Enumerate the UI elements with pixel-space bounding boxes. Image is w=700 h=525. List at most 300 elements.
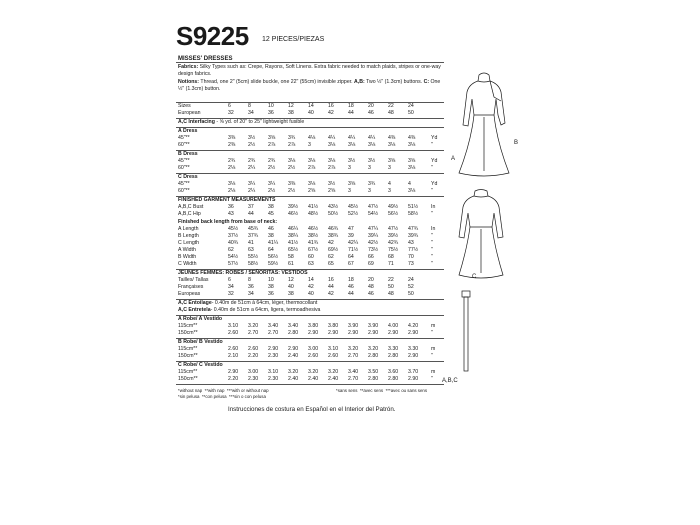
table-cell: 3.80 <box>308 323 319 329</box>
table-cell: 63 <box>248 247 254 253</box>
notions-text: Notions: Thread, one 2" (5cm) slide buckle, one 22" (55cm) invisible zipper. A,B: Two ½" (1.3cm) buttons. C: One ½" (1.3cm) button. <box>178 79 441 92</box>
table-cell: 47¾ <box>408 226 419 232</box>
table-cell: 3⅛ <box>388 142 396 148</box>
table-cell: 46¾ <box>328 226 339 232</box>
table-cell: 2⅝ <box>308 188 316 194</box>
unit-label: m <box>431 369 436 375</box>
row-label: A Width <box>178 247 196 253</box>
row-label: B Width <box>178 254 197 260</box>
table-cell: 42 <box>328 110 334 116</box>
table-cell: 44 <box>248 211 254 217</box>
table-cell: 2.60 <box>228 330 239 336</box>
table-cell: 3.10 <box>268 369 279 375</box>
row-label: 115cm** <box>178 369 198 375</box>
table-cell: 16 <box>328 277 334 283</box>
unit-label: " <box>431 165 433 171</box>
interfacing-text: A,C Interfacing - ⅝ yd. of 20" to 25" lightweight fusible <box>178 119 305 125</box>
b-dress-row <box>176 165 444 172</box>
unit-label: " <box>431 254 433 260</box>
table-cell: 12 <box>288 277 294 283</box>
table-cell: 8 <box>248 103 251 109</box>
table-cell: 3.20 <box>348 346 359 352</box>
table-cell: 3.20 <box>248 323 259 329</box>
table-cell: 2½ <box>248 142 256 148</box>
row-label: 150cm** <box>178 353 198 359</box>
table-cell: 2¾ <box>248 158 256 164</box>
legend-line-fr: *sans sens **avec sens ***avec ou sans sens <box>336 388 428 393</box>
table-cell: 3⅛ <box>408 142 416 148</box>
table-cell: 3.40 <box>268 323 279 329</box>
table-cell: 44 <box>328 284 334 290</box>
table-cell: 2.80 <box>388 376 399 382</box>
table-cell: 3½ <box>348 158 356 164</box>
table-cell: 3½ <box>328 181 336 187</box>
table-cell: 34 <box>228 284 234 290</box>
table-cell: 2.80 <box>288 330 299 336</box>
table-cell: 39¼ <box>368 233 379 239</box>
table-cell: 47½ <box>388 226 399 232</box>
table-cell: 56½ <box>268 254 279 260</box>
table-cell: 40 <box>288 284 294 290</box>
a-dress-title: A Dress <box>178 128 198 134</box>
table-cell: 39¾ <box>408 233 419 239</box>
table-cell: 38¾ <box>328 233 339 239</box>
table-cell: 3.50 <box>368 369 379 375</box>
table-cell: 3⅝ <box>268 135 276 141</box>
row-label: 60"** <box>178 188 190 194</box>
table-cell: 2.40 <box>288 376 299 382</box>
figure-c-label: C <box>472 274 477 280</box>
table-cell: 61 <box>288 261 294 267</box>
c-robe-row <box>176 369 444 376</box>
table-cell: 3 <box>388 188 391 194</box>
unit-label: " <box>431 240 433 246</box>
table-cell: 12 <box>288 103 294 109</box>
divider <box>176 384 444 385</box>
row-label: 45"** <box>178 135 190 141</box>
b-robe-title: B Robe/ B Vestido <box>178 339 223 345</box>
table-cell: 3.20 <box>308 369 319 375</box>
table-cell: 2.90 <box>328 330 339 336</box>
table-cell: 42¼ <box>348 240 359 246</box>
figure-a-label: A <box>451 156 456 162</box>
table-cell: 41¾ <box>308 240 319 246</box>
table-cell: 37 <box>248 204 254 210</box>
table-cell: 46 <box>368 291 374 297</box>
table-cell: 2⅞ <box>268 142 276 148</box>
table-cell: 63 <box>308 261 314 267</box>
pattern-subtitle: MISSES' DRESSES <box>178 56 233 62</box>
table-cell: 48 <box>388 291 394 297</box>
table-cell: 46½ <box>288 211 299 217</box>
table-cell: 2.80 <box>368 353 379 359</box>
table-cell: 40¾ <box>228 240 239 246</box>
table-cell: 75½ <box>388 247 399 253</box>
table-cell: 44 <box>348 291 354 297</box>
table-cell: 2¾ <box>228 158 236 164</box>
table-cell: 38 <box>268 284 274 290</box>
table-cell: 3⅛ <box>408 188 416 194</box>
row-label: A,B,C Hip <box>178 211 201 217</box>
table-cell: 2.90 <box>408 353 419 359</box>
table-cell: 22 <box>388 103 394 109</box>
table-cell: 6 <box>228 103 231 109</box>
table-cell: 3.00 <box>248 369 259 375</box>
table-cell: 2.80 <box>368 376 379 382</box>
row-label: A,B,C Bust <box>178 204 204 210</box>
table-cell: 45½ <box>228 226 239 232</box>
table-cell: 3.30 <box>388 346 399 352</box>
table-cell: 50 <box>408 291 414 297</box>
table-cell: 48½ <box>308 211 319 217</box>
table-cell: 58½ <box>408 211 419 217</box>
table-cell: 42¾ <box>388 240 399 246</box>
table-cell: 2.60 <box>308 353 319 359</box>
table-cell: 2.90 <box>368 330 379 336</box>
table-cell: 38 <box>288 110 294 116</box>
pattern-code: S9225 <box>176 21 249 51</box>
table-cell: 40 <box>308 291 314 297</box>
table-cell: 46¼ <box>288 226 299 232</box>
table-cell: 14 <box>308 103 314 109</box>
european-row <box>176 110 444 117</box>
table-cell: 4⅜ <box>408 135 416 141</box>
unit-label: m <box>431 346 436 352</box>
table-cell: 3⅛ <box>408 165 416 171</box>
table-cell: 3 <box>348 165 351 171</box>
table-cell: 2.60 <box>248 346 259 352</box>
table-cell: 42½ <box>368 240 379 246</box>
table-cell: 3.20 <box>328 369 339 375</box>
table-cell: 54½ <box>228 254 239 260</box>
table-cell: 77½ <box>408 247 419 253</box>
table-cell: 3⅛ <box>228 181 236 187</box>
fabrics-text: Fabrics: Silky Types such as: Crepe, Rayons, Soft Linens. Extra fabric needed to match plaids, stripes or one-way design fabrics. <box>178 64 441 77</box>
table-cell: 4¼ <box>328 135 336 141</box>
a-robe-row <box>176 330 444 337</box>
table-cell: 38 <box>268 233 274 239</box>
table-cell: 3 <box>348 188 351 194</box>
table-cell: 36 <box>248 284 254 290</box>
table-cell: 3¾ <box>368 181 376 187</box>
table-cell: 2.90 <box>288 346 299 352</box>
table-cell: 32 <box>228 110 234 116</box>
table-cell: 18 <box>348 103 354 109</box>
table-cell: 2½ <box>288 165 296 171</box>
table-cell: 60 <box>308 254 314 260</box>
table-cell: 2.30 <box>268 353 279 359</box>
row-label: 115cm** <box>178 323 198 329</box>
table-cell: 3⅝ <box>408 158 416 164</box>
table-cell: 62 <box>328 254 334 260</box>
table-cell: 3.60 <box>388 369 399 375</box>
row-label: 45"** <box>178 181 190 187</box>
row-label: 60"** <box>178 165 190 171</box>
row-label: European <box>178 110 201 116</box>
table-cell: 24 <box>408 103 414 109</box>
table-cell: 3.90 <box>368 323 379 329</box>
table-cell: 2.90 <box>388 330 399 336</box>
figure-b-label: B <box>514 140 519 146</box>
table-cell: 41½ <box>288 240 299 246</box>
unit-label: Yd <box>431 158 438 164</box>
c-robe-title: C Robe/ C Vestido <box>178 362 223 368</box>
table-cell: 2⅞ <box>308 165 316 171</box>
table-cell: 36 <box>228 204 234 210</box>
table-cell: 2.10 <box>228 353 239 359</box>
legend-line-es: *sin pelusa **con pelusa ***sin o con pelusa <box>178 394 266 399</box>
table-cell: 3.00 <box>308 346 319 352</box>
table-cell: 47¼ <box>368 226 379 232</box>
unit-label: In <box>431 204 436 210</box>
table-cell: 2¼ <box>248 188 256 194</box>
table-cell: 37½ <box>228 233 239 239</box>
table-cell: 3 <box>368 165 371 171</box>
table-cell: 3 <box>368 188 371 194</box>
table-cell: 2½ <box>288 188 296 194</box>
table-cell: 45¾ <box>248 226 259 232</box>
table-cell: 65 <box>328 261 334 267</box>
b-dress-title: B Dress <box>178 151 198 157</box>
table-cell: 47 <box>348 226 354 232</box>
tailles-row <box>176 277 444 284</box>
table-cell: 43½ <box>328 204 339 210</box>
finished-row <box>176 204 444 211</box>
table-cell: 50 <box>408 110 414 116</box>
finished-title: FINISHED GARMENT MEASUREMENTS <box>178 197 276 203</box>
row-label: 45"** <box>178 158 190 164</box>
table-cell: 3.40 <box>288 323 299 329</box>
table-cell: 69½ <box>328 247 339 253</box>
unit-label: " <box>431 142 433 148</box>
row-label: 115cm** <box>178 346 198 352</box>
table-cell: 68 <box>388 254 394 260</box>
back-length-title: Finished back length from base of neck: <box>178 219 278 225</box>
table-cell: 70 <box>408 254 414 260</box>
table-cell: 40 <box>308 110 314 116</box>
table-cell: 2.60 <box>328 353 339 359</box>
table-cell: 24 <box>408 277 414 283</box>
b-robe-row <box>176 353 444 360</box>
table-cell: 3⅛ <box>328 142 336 148</box>
table-cell: 41 <box>248 240 254 246</box>
table-cell: 36 <box>268 291 274 297</box>
table-cell: 2.20 <box>228 376 239 382</box>
table-cell: 3.90 <box>348 323 359 329</box>
back-length-row <box>176 226 444 233</box>
table-cell: 56½ <box>388 211 399 217</box>
table-cell: 2⅞ <box>288 142 296 148</box>
entretela-text: A,C Entretela- 0.40m de 51cm a 64cm, ligera, termoadhesiva <box>178 307 321 313</box>
table-cell: 2.20 <box>248 353 259 359</box>
table-cell: 3⅛ <box>308 158 316 164</box>
table-cell: 42 <box>328 240 334 246</box>
table-cell: 16 <box>328 103 334 109</box>
divider <box>176 173 444 174</box>
table-cell: 3⅜ <box>288 181 296 187</box>
table-cell: 4.00 <box>388 323 399 329</box>
table-cell: 69 <box>368 261 374 267</box>
table-cell: 2.90 <box>308 330 319 336</box>
table-cell: 3.40 <box>348 369 359 375</box>
row-label: Sizes <box>178 103 191 109</box>
row-label: C Length <box>178 240 200 246</box>
table-cell: 3⅝ <box>348 181 356 187</box>
divider <box>176 62 444 63</box>
table-cell: 2.80 <box>388 353 399 359</box>
table-cell: 3⅝ <box>388 158 396 164</box>
table-cell: 2¼ <box>248 165 256 171</box>
table-cell: 57½ <box>228 261 239 267</box>
c-dress-row <box>176 188 444 195</box>
table-cell: 10 <box>268 277 274 283</box>
table-cell: 41½ <box>308 204 319 210</box>
table-cell: 2.70 <box>348 353 359 359</box>
table-cell: 41¼ <box>268 240 279 246</box>
legend-line: *without nap **with nap ***with or without nap <box>178 388 269 393</box>
c-dress-row <box>176 181 444 188</box>
table-cell: 3⅜ <box>228 135 236 141</box>
francaises-row <box>176 284 444 291</box>
table-cell: 2½ <box>268 165 276 171</box>
jeunes-title: JEUNES FEMMES: ROBES / SEÑORITAS: VESTIDOS <box>178 270 308 276</box>
c-robe-row <box>176 376 444 383</box>
table-cell: 4¼ <box>368 135 376 141</box>
table-cell: 4 <box>408 181 411 187</box>
row-label: Tailles/ Tallas <box>178 277 209 283</box>
table-cell: 38 <box>268 204 274 210</box>
europeas-row <box>176 291 444 298</box>
table-cell: 66 <box>368 254 374 260</box>
table-cell: 2⅞ <box>328 165 336 171</box>
row-label: 60"** <box>178 142 190 148</box>
table-cell: 54½ <box>368 211 379 217</box>
table-cell: 10 <box>268 103 274 109</box>
table-cell: 4⅛ <box>308 135 316 141</box>
table-cell: 38 <box>288 291 294 297</box>
table-cell: 3¾ <box>288 135 296 141</box>
back-length-row <box>176 233 444 240</box>
a-dress-row <box>176 142 444 149</box>
table-cell: 2.90 <box>408 330 419 336</box>
table-cell: 45 <box>268 211 274 217</box>
table-cell: 22 <box>388 277 394 283</box>
a-dress-row <box>176 135 444 142</box>
table-cell: 42 <box>308 284 314 290</box>
width-row <box>176 247 444 254</box>
table-cell: 3.10 <box>228 323 239 329</box>
table-cell: 2.90 <box>228 369 239 375</box>
table-cell: 45½ <box>348 204 359 210</box>
table-cell: 2.70 <box>348 376 359 382</box>
unit-label: " <box>431 233 433 239</box>
table-cell: 51½ <box>408 204 419 210</box>
unit-label: " <box>431 261 433 267</box>
footer-note: Instrucciones de costura en Español en el Interior del Patrón. <box>228 406 396 413</box>
pieces-count: 12 PIECES/PIEZAS <box>262 36 325 43</box>
table-cell: 3.20 <box>288 369 299 375</box>
divider <box>176 127 444 128</box>
table-cell: 62 <box>228 247 234 253</box>
table-cell: 39½ <box>288 204 299 210</box>
table-cell: 3⅛ <box>308 181 316 187</box>
table-cell: 2⅝ <box>328 188 336 194</box>
width-row <box>176 254 444 261</box>
row-label: A Length <box>178 226 199 232</box>
finished-row <box>176 211 444 218</box>
b-dress-row <box>176 158 444 165</box>
a-robe-row <box>176 323 444 330</box>
table-cell: 67½ <box>308 247 319 253</box>
row-label: 150cm** <box>178 376 198 382</box>
table-cell: 2.30 <box>248 376 259 382</box>
entoilage-text: A,C Entoilage- 0.40m de 51cm à 64cm, léger, thermocollant <box>178 300 318 306</box>
table-cell: 2¾ <box>268 158 276 164</box>
table-cell: 3¼ <box>268 181 276 187</box>
table-cell: 52½ <box>348 211 359 217</box>
table-cell: 2.60 <box>228 346 239 352</box>
table-cell: 4¼ <box>348 135 356 141</box>
table-cell: 2.90 <box>348 330 359 336</box>
table-cell: 8 <box>248 277 251 283</box>
table-cell: 3.30 <box>408 346 419 352</box>
table-cell: 64 <box>268 247 274 253</box>
unit-label: " <box>431 376 433 382</box>
table-cell: 14 <box>308 277 314 283</box>
table-cell: 3.20 <box>368 346 379 352</box>
table-cell: 46 <box>268 226 274 232</box>
pattern-envelope-back <box>176 22 528 502</box>
table-cell: 3⅛ <box>288 158 296 164</box>
table-cell: 3⅛ <box>368 142 376 148</box>
table-cell: 46 <box>368 110 374 116</box>
table-cell: 2.70 <box>268 330 279 336</box>
table-cell: 42 <box>328 291 334 297</box>
figure-abc-label: A,B,C <box>442 378 458 384</box>
unit-label: Yd <box>431 181 438 187</box>
table-cell: 52 <box>408 284 414 290</box>
row-label: C Width <box>178 261 197 267</box>
table-cell: 20 <box>368 277 374 283</box>
table-cell: 2.40 <box>328 376 339 382</box>
table-cell: 20 <box>368 103 374 109</box>
table-cell: 38½ <box>308 233 319 239</box>
table-cell: 48 <box>368 284 374 290</box>
table-cell: 3 <box>308 142 311 148</box>
table-cell: 4⅜ <box>388 135 396 141</box>
table-cell: 37¾ <box>248 233 259 239</box>
back-length-row <box>176 240 444 247</box>
table-cell: 65½ <box>288 247 299 253</box>
table-cell: 50½ <box>328 211 339 217</box>
unit-label: " <box>431 247 433 253</box>
table-cell: 55½ <box>248 254 259 260</box>
unit-label: " <box>431 353 433 359</box>
table-cell: 49½ <box>388 204 399 210</box>
table-cell: 3⅛ <box>348 142 356 148</box>
table-cell: 3 <box>388 165 391 171</box>
table-cell: 2.70 <box>248 330 259 336</box>
table-cell: 32 <box>228 291 234 297</box>
table-cell: 3⅛ <box>328 158 336 164</box>
row-label: B Length <box>178 233 199 239</box>
table-cell: 3¼ <box>248 181 256 187</box>
table-cell: 43 <box>408 240 414 246</box>
table-cell: 3½ <box>248 135 256 141</box>
table-cell: 2.90 <box>408 376 419 382</box>
table-cell: 2.30 <box>268 376 279 382</box>
table-cell: 48 <box>388 110 394 116</box>
